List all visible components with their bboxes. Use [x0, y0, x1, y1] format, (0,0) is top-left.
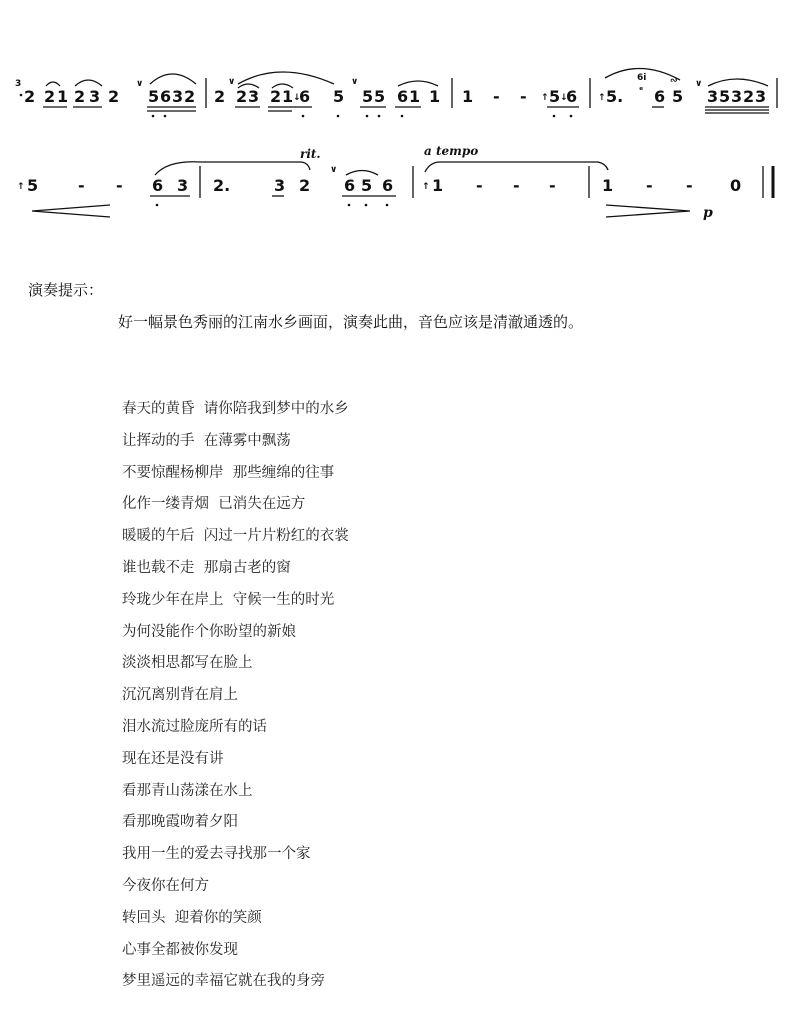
note: -	[493, 87, 500, 106]
note: 2	[24, 87, 36, 106]
note: 3	[177, 176, 189, 195]
rit-mark: rit.	[300, 147, 321, 161]
lyric-line: 看那青山荡漾在水上	[122, 782, 253, 799]
note: 3	[274, 176, 286, 195]
note: 2	[108, 87, 120, 106]
svg-text:∨: ∨	[228, 77, 236, 87]
note: -	[476, 176, 483, 195]
lyric-line: 不要惊醒杨柳岸 那些缠绵的往事	[122, 464, 335, 481]
note: 5	[362, 87, 374, 106]
note: 6	[382, 176, 394, 195]
note: 6	[299, 87, 311, 106]
performance-hint-text: 好一幅景色秀丽的江南水乡画面，演奏此曲，音色应该是清澈通透的。	[118, 313, 584, 331]
lyric-line: 我用一生的爱去寻找那一个家	[122, 846, 311, 863]
note: 6	[160, 87, 172, 106]
note: 2	[74, 87, 86, 106]
lyric-line: 梦里遥远的幸福它就在我的身旁	[122, 973, 325, 990]
note: 1	[429, 87, 441, 106]
note: 5	[148, 87, 160, 106]
lyric-line: 暖暖的午后 闪过一片片粉红的衣裳	[122, 528, 349, 545]
score-notation	[0, 0, 794, 240]
svg-text:↓: ↓	[560, 93, 568, 103]
lyric-line: 谁也载不走 那扇古老的窗	[122, 559, 291, 576]
note: 3	[707, 87, 719, 106]
note: -	[646, 176, 653, 195]
note: 3	[731, 87, 743, 106]
note: 0	[730, 176, 742, 195]
svg-text:∨: ∨	[136, 79, 144, 89]
note: 5	[549, 87, 561, 106]
svg-text:ᵉ: ᵉ	[639, 86, 644, 96]
svg-text:↑: ↑	[598, 93, 606, 103]
note: 5	[719, 87, 731, 106]
lyric-line: 化作一缕青烟 已消失在远方	[122, 496, 306, 513]
note: 3	[89, 87, 101, 106]
note: 3	[755, 87, 767, 106]
note: 2	[214, 87, 226, 106]
lyric-line: 沉沉离别背在肩上	[122, 687, 238, 704]
dynamic-mark: p	[703, 205, 713, 221]
note: 6	[566, 87, 578, 106]
lyric-line: 淡淡相思都写在脸上	[122, 655, 253, 672]
lyric-line: 春天的黄昏 请你陪我到梦中的水乡	[122, 401, 349, 417]
lyric-line: 玲珑少年在岸上 守候一生的时光	[122, 591, 335, 608]
note: 2	[236, 87, 248, 106]
lyric-line: 转回头 迎着你的笑颜	[122, 909, 262, 926]
note: 1	[602, 176, 614, 195]
svg-text:∨: ∨	[695, 79, 703, 89]
note: 2	[270, 87, 282, 106]
note: 5	[361, 176, 373, 195]
numbered-music-score	[0, 0, 794, 240]
note: -	[513, 176, 520, 195]
lyric-line: 现在还是没有讲	[122, 750, 224, 767]
lyric-line: 心事全都被你发现	[122, 941, 238, 958]
note: 2	[743, 87, 755, 106]
note: 1	[57, 87, 69, 106]
note: 6	[152, 176, 164, 195]
note: -	[549, 176, 556, 195]
svg-text:↑: ↑	[541, 93, 549, 103]
note: 6	[654, 87, 666, 106]
svg-text:∨: ∨	[330, 165, 338, 175]
note: -	[116, 176, 123, 195]
lyric-line: 今夜你在何方	[122, 877, 209, 894]
note: 2	[184, 87, 196, 106]
note: -	[78, 176, 85, 195]
lyrics-list	[122, 397, 349, 1001]
lyric-line: 泪水流过脸庞所有的话	[122, 718, 267, 735]
note: 5.	[606, 87, 624, 106]
note: 3	[172, 87, 184, 106]
note: 5	[374, 87, 386, 106]
note: 1	[432, 176, 444, 195]
note: 2	[299, 176, 311, 195]
note: -	[520, 87, 527, 106]
svg-text:↑: ↑	[422, 182, 430, 192]
note: 1	[409, 87, 421, 106]
note: 6	[397, 87, 409, 106]
note: 5	[333, 87, 345, 106]
lyric-line: 看那晚霞吻着夕阳	[122, 814, 238, 831]
performance-hint-label: 演奏提示：	[28, 281, 104, 299]
note: 2.	[213, 176, 231, 195]
lyric-line: 让挥动的手 在薄雾中飘荡	[122, 432, 291, 449]
svg-text:∨: ∨	[351, 77, 359, 87]
note: 5	[27, 176, 39, 195]
note: 2	[44, 87, 56, 106]
note: 1	[282, 87, 294, 106]
crescendo-hairpin	[32, 205, 110, 217]
svg-text:↑: ↑	[17, 182, 25, 192]
svg-text:∾: ∾	[670, 76, 678, 86]
note: 1	[462, 87, 474, 106]
lyric-line: 为何没能作个你盼望的新娘	[122, 623, 296, 640]
svg-text:6i: 6i	[637, 73, 647, 83]
note: 3	[248, 87, 260, 106]
grace-note: 3	[15, 79, 22, 89]
a-tempo-mark: a tempo	[424, 144, 479, 158]
note: -	[686, 176, 693, 195]
svg-text:↓: ↓	[293, 93, 301, 103]
note: 5	[672, 87, 684, 106]
diminuendo-hairpin	[606, 205, 690, 217]
note: 6	[344, 176, 356, 195]
